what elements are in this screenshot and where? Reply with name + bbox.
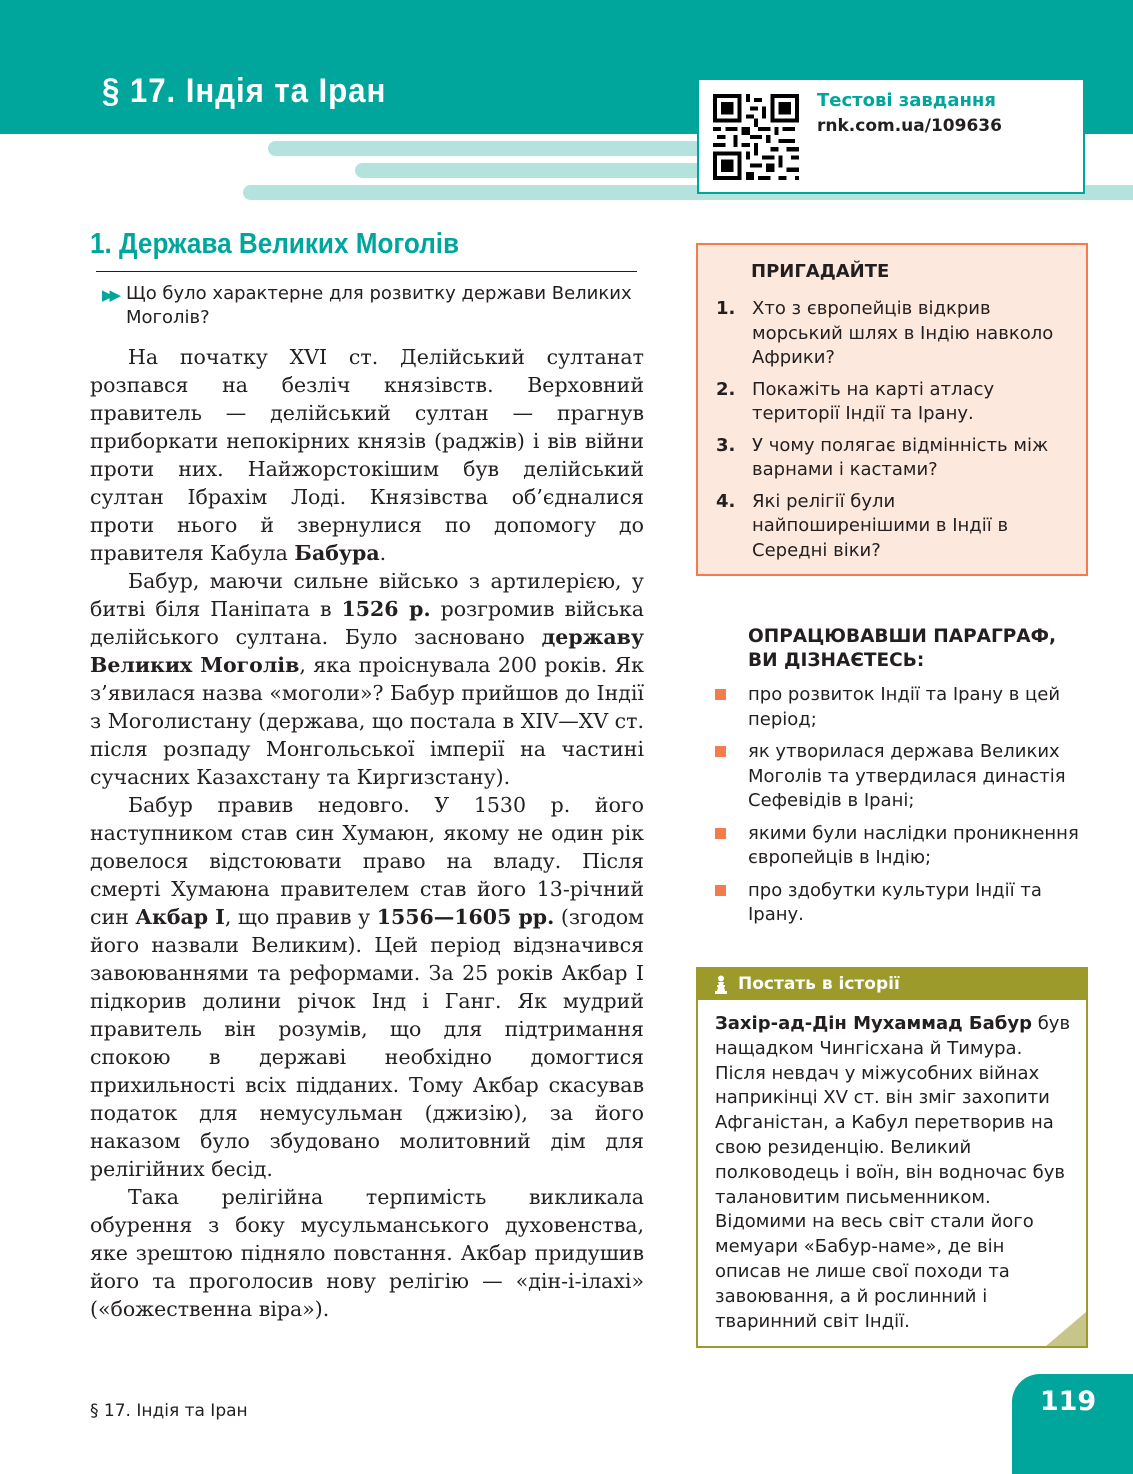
decor-stripe: [355, 163, 698, 178]
paragraph: [90, 343, 644, 567]
date-bold: 1556—1605 рр.: [376, 905, 555, 929]
recall-heading: ПРИГАДАЙТЕ: [751, 261, 890, 282]
text-run: На початку XVI ст. Делійський султанат розпався на безліч князівств. Верховний правитель — делійський султан — прагнув приборкати непокірних князів (раджів) і вів війни проти них. Найжорстокішим був делійський султан Ібрахім Лоді. Князівства об’єдналися проти нього й звернулися по допомогу до правителя Кабула: [90, 345, 644, 565]
recall-item: [716, 490, 1066, 564]
date-bold: 1526 р.: [341, 597, 431, 621]
paragraph: [90, 567, 644, 791]
person-name: Захір-ад-Дін Мухаммад Бабур: [715, 1013, 1032, 1034]
square-bullet-icon: [715, 885, 726, 896]
item-number: 4.: [716, 490, 736, 512]
person-box-title: Постать в історії: [738, 974, 900, 994]
term-bold: Бабура: [294, 541, 380, 565]
recall-list: [716, 297, 1066, 570]
chess-pawn-icon: [714, 975, 728, 994]
page-title: § 17. Індія та Іран: [102, 72, 387, 110]
recall-item: [716, 378, 1066, 427]
text-run: Така релігійна терпимість викликала обурення з боку мусульманського духовенства, яке зрештою підняло повстання. Акбар придушив його та проголосив нову релігію — «дін-і-ілахі» («божественна віра»).: [90, 1185, 644, 1321]
recall-item: [716, 434, 1066, 483]
item-text: Хто з європейців відкрив морський шлях в Індію навколо Африки?: [752, 298, 1054, 368]
recall-item: [716, 297, 1066, 371]
term-bold: Акбар І: [135, 905, 225, 929]
recall-box: [696, 243, 1088, 576]
guiding-question: Що було характерне для розвитку держави Великих Моголів?: [126, 283, 632, 328]
learn-item: [713, 879, 1083, 928]
section-heading: 1. Держава Великих Моголів: [90, 228, 460, 260]
qr-url[interactable]: rnk.com.ua/109636: [817, 116, 1002, 136]
qr-code-icon: [713, 94, 799, 180]
item-text: У чому полягає відмінність між варнами і кастами?: [752, 434, 1049, 480]
square-bullet-icon: [715, 828, 726, 839]
item-number: 2.: [716, 378, 736, 400]
item-number: 3.: [716, 434, 736, 456]
page-curl-decoration: [1046, 1312, 1086, 1346]
person-box-header: [698, 969, 1086, 1000]
learn-heading: ОПРАЦЮВАВШИ ПАРАГРАФ, ВИ ДІЗНАЄТЕСЬ:: [748, 626, 1056, 671]
text-run: Бабур правив недовго. У 1530 р. його наступником став син Хумаюн, якому не один рік довелося відстоювати право на владу. Після смерті Хумаюна правителем став його 13-річний син: [90, 793, 644, 929]
text-run: , що правив у: [224, 905, 377, 929]
page-number-tab: [1012, 1374, 1133, 1474]
main-text: [90, 343, 644, 1323]
person-description: [715, 1012, 1073, 1334]
square-bullet-icon: [715, 689, 726, 700]
item-text: якими були наслідки проникнення європейців в Індію;: [748, 822, 1079, 868]
heading-divider: [96, 271, 637, 272]
term-bold: державу Великих Моголів: [90, 625, 644, 677]
text-run: Бабур, маючи сильне військо з артилерією, у битві біля Паніпата в: [90, 569, 644, 621]
paragraph: [90, 791, 644, 1183]
text-run: .: [379, 541, 387, 565]
qr-link-box[interactable]: [697, 78, 1085, 194]
learn-list: [713, 683, 1083, 936]
double-arrow-icon: ▶▶: [102, 286, 118, 304]
text-run: розгромив війська делійського султана. Було засновано: [90, 597, 644, 649]
item-text: про розвиток Індії та Ірану в цей період;: [748, 684, 1061, 730]
text-run: , яка проіснувала 200 років. Як з’явилася назва «моголи»? Бабур прийшов до Індії з Моголистану (держава, що постала в XIV—XV ст. після розпаду Монгольської імперії на частині сучасних Казахстану та Киргизстану).: [90, 653, 644, 789]
person-bio: був нащадком Чингісхана й Тимура. Після невдач у міжусобних війнах наприкінці XV ст. він зміг захопити Афганістан, а Кабул перетворив на свою резиденцію. Великий полководець і воїн, він водночас був талановитим письменником. Відомими на весь світ стали його мемуари «Бабур-наме», де він описав не лише свої походи та завоювання, а й рослинний і тваринний світ Індії.: [715, 1013, 1071, 1332]
footer-section-title: § 17. Індія та Іран: [90, 1401, 248, 1421]
paragraph: [90, 1183, 644, 1323]
learn-item: [713, 740, 1083, 814]
item-text: як утворилася держава Великих Моголів та утвердилася династія Сефевідів в Ірані;: [748, 741, 1066, 811]
learn-item: [713, 683, 1083, 732]
page-number: 119: [1039, 1386, 1097, 1417]
square-bullet-icon: [715, 746, 726, 757]
item-text: про здобутки культури Індії та Ірану.: [748, 879, 1042, 925]
item-text: Які релігії були найпоширенішими в Індії в Середні віки?: [752, 490, 1009, 561]
person-in-history-box: [696, 967, 1088, 1348]
qr-title: Тестові завдання: [817, 90, 996, 111]
decor-stripe: [268, 141, 698, 156]
item-text: Покажіть на карті атласу території Індії та Ірану.: [752, 378, 995, 424]
item-number: 1.: [716, 298, 736, 319]
text-run: (згодом його назвали Великим). Цей період відзначився завоюваннями та реформами. За 25 років Акбар І підкорив долини річок Інд і Ганг. Як мудрий правитель він розумів, що для підтримання спокою в державі необхідно домогтися прихильності всіх підданих. Тому Акбар скасував податок для немусульман (джизію), за його наказом було збудовано молитовний дім для релігійних бесід.: [90, 905, 644, 1181]
learn-item: [713, 822, 1083, 871]
